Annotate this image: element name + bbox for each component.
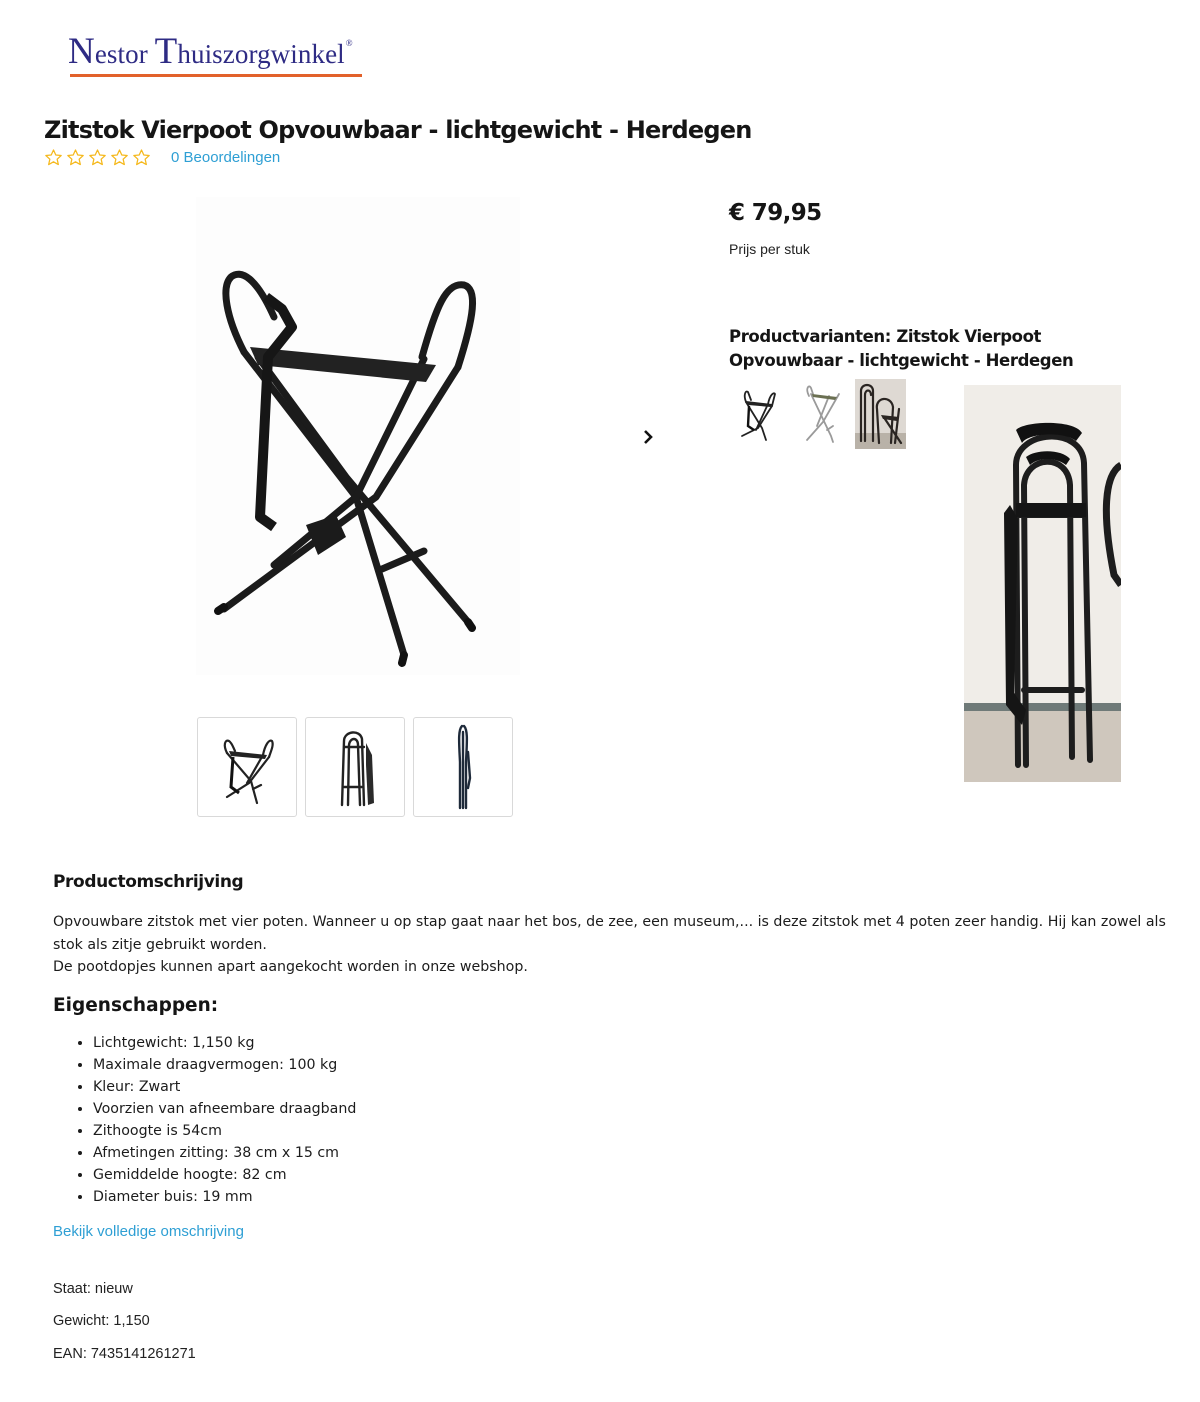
description-body <box>53 911 1173 979</box>
condition-info: Staat: nieuw <box>53 1280 133 1297</box>
thumbnail-seat-cane-open[interactable] <box>197 717 297 817</box>
star-empty-icon <box>88 148 107 167</box>
seat-cane-folded-front-image <box>330 725 380 809</box>
ean-info: EAN: 7435141261271 <box>53 1345 196 1362</box>
star-empty-icon <box>66 148 85 167</box>
product-description <box>53 872 1173 1378</box>
logo-underline <box>70 74 362 77</box>
thumbnail-seat-cane-folded-side[interactable] <box>413 717 513 817</box>
product-meta <box>53 1281 1173 1379</box>
property-item: • Lichtgewicht: 1,150 kg <box>93 1032 1173 1054</box>
thumbnail-seat-cane-folded-front[interactable] <box>305 717 405 817</box>
variant-photo-image <box>855 379 906 449</box>
seat-cane-open-image <box>217 727 277 807</box>
price-unit: Prijs per stuk <box>729 241 810 257</box>
star-empty-icon <box>132 148 151 167</box>
reviews-link[interactable]: 0 Beoordelingen <box>171 149 281 166</box>
star-empty-icon <box>44 148 63 167</box>
property-item: • Maximale draagvermogen: 100 kg <box>93 1054 1173 1076</box>
variant-silver-seat-cane[interactable] <box>792 379 850 449</box>
property-item: • Zithoogte is 54cm <box>93 1120 1173 1142</box>
variant-black-image <box>738 384 778 444</box>
star-empty-icon <box>110 148 129 167</box>
description-text: Opvouwbare zitstok met vier poten. Wanneer u op stap gaat naar het bos, de zee, een museum,... is deze zitstok met 4 poten zeer handig. Hij kan zowel als stok als zitje gebruikt worden. <box>53 914 1166 953</box>
star-rating <box>44 148 151 167</box>
chevron-right-icon <box>642 429 654 445</box>
weight-info: Gewicht: 1,150 <box>53 1313 150 1329</box>
property-item: • Afmetingen zitting: 38 cm x 15 cm <box>93 1142 1173 1164</box>
folding-seat-cane-image <box>196 197 520 675</box>
product-price: € 79,95 <box>729 200 822 226</box>
product-rating <box>44 148 280 167</box>
product-variants <box>729 379 911 449</box>
main-product-image[interactable] <box>196 197 520 675</box>
variant-silver-image <box>799 382 843 446</box>
full-description-link[interactable]: Bekijk volledige omschrijving <box>53 1222 244 1240</box>
variants-title: Productvarianten: Zitstok Vierpoot Opvouwbaar - lichtgewicht - Herdegen <box>729 327 1074 370</box>
property-item: • Kleur: Zwart <box>93 1076 1173 1098</box>
variant-black-seat-cane[interactable] <box>729 379 787 449</box>
gallery-thumbnails <box>197 717 513 817</box>
folded-seat-cane-photo <box>964 385 1121 782</box>
product-title: Zitstok Vierpoot Opvouwbaar - lichtgewicht - Herdegen <box>44 116 752 144</box>
variant-photo-seat-canes[interactable] <box>855 379 906 449</box>
description-text: De pootdopjes kunnen apart aangekocht worden in onze webshop. <box>53 959 528 975</box>
logo-text: Nestor Thuiszorgwinkel® <box>68 31 353 72</box>
seat-cane-folded-side-image <box>448 722 478 812</box>
description-heading: Productomschrijving <box>53 872 244 892</box>
property-item: • Voorzien van afneembare draagband <box>93 1098 1173 1120</box>
properties-list <box>93 1032 1173 1208</box>
property-item: • Diameter buis: 19 mm <box>93 1186 1173 1208</box>
store-logo[interactable] <box>68 30 368 80</box>
property-item: • Gemiddelde hoogte: 82 cm <box>93 1164 1173 1186</box>
properties-heading: Eigenschappen: <box>53 994 219 1016</box>
gallery-next-button[interactable] <box>636 424 660 450</box>
variant-hover-preview <box>964 385 1121 782</box>
